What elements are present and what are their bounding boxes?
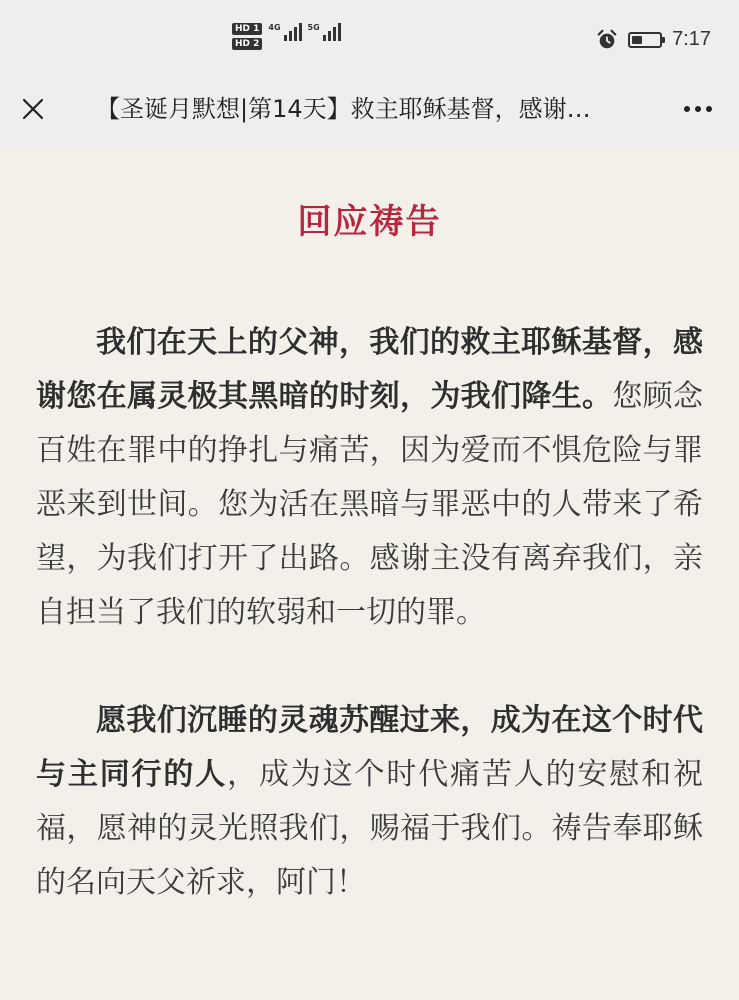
- battery-icon: [628, 32, 662, 48]
- article-body: [0, 198, 739, 910]
- status-bar: [0, 0, 739, 80]
- more-button[interactable]: [679, 94, 717, 124]
- close-button[interactable]: [18, 94, 48, 124]
- signal2-icon: [308, 23, 341, 41]
- close-icon: [21, 97, 45, 121]
- sim2-badge: HD 2: [232, 38, 262, 50]
- paragraph-1-text: 您顾念百姓在罪中的挣扎与痛苦，因为爱而不惧危险与罪恶来到世间。您为活在黑暗与罪恶中的人带来了希望，为我们打开了出路。感谢主没有离弃我们，亲自担当了我们的软弱和一切的罪。: [36, 379, 704, 630]
- signal1-icon: [268, 23, 301, 41]
- paragraph-2: [36, 694, 703, 910]
- paragraph-1-bold: 我们在天上的父神，我们的救主耶稣基督，感谢您在属灵极其黑暗的时刻，为我们降生。: [36, 325, 703, 414]
- alarm-icon: [596, 29, 618, 51]
- clock: 7:17: [672, 28, 711, 50]
- paragraph-2-bold: 愿我们沉睡的灵魂苏醒过来，成为在这个时代与主同行的人: [36, 703, 703, 792]
- page-title: 【圣诞月默想|第14天】救主耶稣基督，感谢…: [96, 95, 591, 123]
- section-title: 回应祷告: [297, 202, 442, 242]
- signal-indicators: [232, 23, 341, 50]
- paragraph-1: [36, 316, 703, 640]
- sim1-badge: HD 1: [232, 23, 262, 35]
- title-bar: [0, 80, 739, 146]
- signal2-label: 5G: [307, 23, 320, 32]
- signal1-label: 4G: [268, 23, 281, 32]
- paragraph-2-text: ，成为这个时代痛苦人的安慰和祝福，愿神的灵光照我们，赐福于我们。祷告奉耶稣的名向天父祈求，阿门！: [36, 757, 704, 900]
- more-icon: [684, 106, 690, 112]
